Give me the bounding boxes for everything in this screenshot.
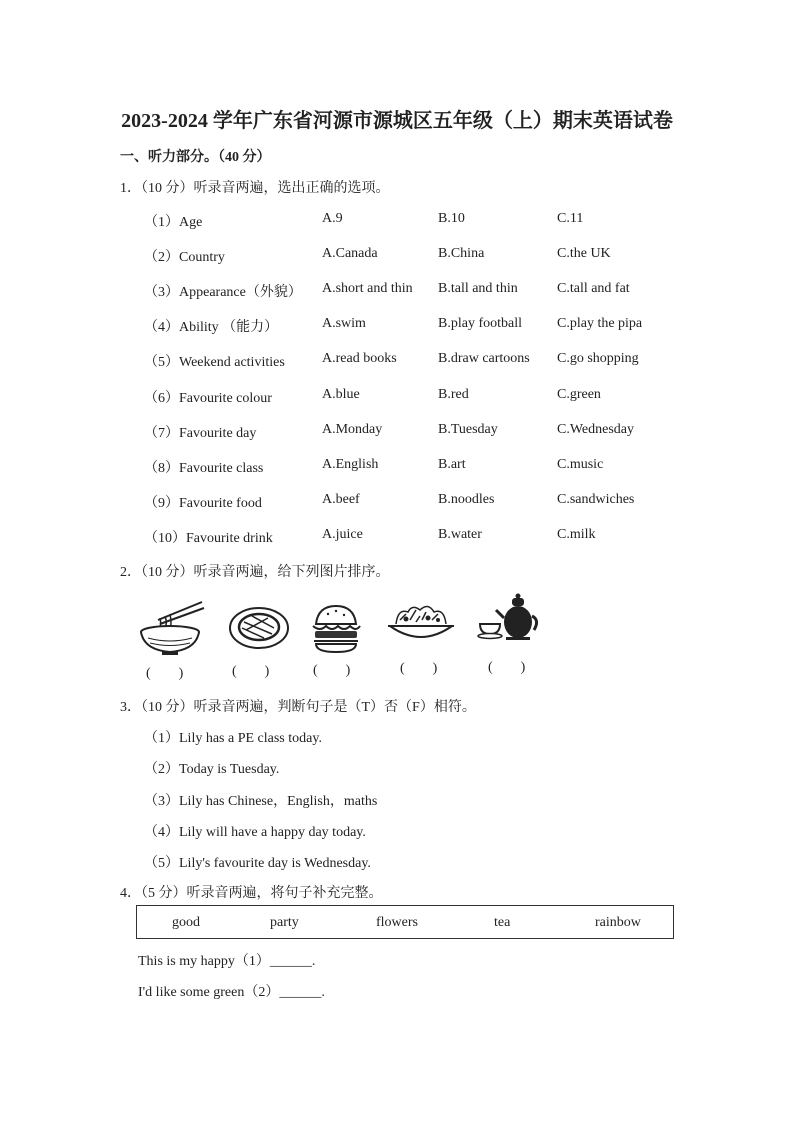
option-b: B.China: [438, 246, 485, 261]
option-c: C.play the pipa: [557, 316, 643, 331]
question-4-heading: 4．（5 分）听录音两遍，将句子补充完整。: [120, 886, 383, 901]
option-row-item: （2）Country: [144, 250, 225, 265]
answer-blank[interactable]: ( ): [146, 666, 184, 681]
question-1-heading: 1．（10 分）听录音两遍，选出正确的选项。: [120, 181, 390, 196]
word-bank-word: flowers: [376, 915, 418, 930]
page-title: 2023-2024 学年广东省河源市源城区五年级（上）期末英语试卷: [121, 110, 673, 132]
answer-blank[interactable]: ( ): [488, 660, 526, 675]
option-a: A.juice: [322, 527, 363, 542]
option-a: A.Canada: [322, 246, 378, 261]
option-b: B.10: [438, 211, 465, 226]
option-a: A.read books: [322, 351, 397, 366]
fill-in-sentence: This is my happy（1）______.: [138, 954, 316, 969]
option-b: B.art: [438, 457, 466, 472]
steak-plate-icon: [228, 604, 290, 650]
option-a: A.short and thin: [322, 281, 413, 296]
option-c: C.milk: [557, 527, 596, 542]
section-heading-listening: 一、听力部分。（40 分）: [120, 150, 271, 165]
word-bank-word: tea: [494, 915, 511, 930]
statement-item: （3）Lily has Chinese，English，maths: [144, 794, 378, 809]
word-bank-word: rainbow: [595, 915, 641, 930]
teapot-cup-icon: [476, 592, 540, 642]
option-c: C.tall and fat: [557, 281, 630, 296]
option-row-item: （4）Ability （能力）: [144, 320, 279, 335]
answer-blank[interactable]: ( ): [232, 664, 270, 679]
answer-blank[interactable]: ( ): [400, 661, 438, 676]
option-row-item: （1）Age: [144, 215, 203, 230]
option-row-item: （6）Favourite colour: [144, 391, 272, 406]
option-b: B.water: [438, 527, 482, 542]
option-c: C.11: [557, 211, 584, 226]
option-a: A.9: [322, 211, 343, 226]
option-row-item: （3）Appearance（外貌）: [144, 285, 302, 300]
option-b: B.Tuesday: [438, 422, 498, 437]
statement-item: （2）Today is Tuesday.: [144, 762, 280, 777]
statement-item: （4）Lily will have a happy day today.: [144, 825, 366, 840]
question-3-heading: 3．（10 分）听录音两遍，判断句子是（T）否（F）相符。: [120, 700, 476, 715]
option-b: B.noodles: [438, 492, 495, 507]
salad-plate-icon: [386, 600, 456, 646]
statement-item: （5）Lily's favourite day is Wednesday.: [144, 856, 371, 871]
statement-item: （1）Lily has a PE class today.: [144, 731, 322, 746]
word-bank-box: [136, 905, 674, 939]
noodles-bowl-icon: [138, 598, 206, 656]
option-b: B.draw cartoons: [438, 351, 530, 366]
option-a: A.beef: [322, 492, 360, 507]
option-a: A.English: [322, 457, 379, 472]
question-2-heading: 2．（10 分）听录音两遍，给下列图片排序。: [120, 565, 390, 580]
option-a: A.Monday: [322, 422, 383, 437]
option-c: C.music: [557, 457, 604, 472]
option-c: C.Wednesday: [557, 422, 635, 437]
option-row-item: （7）Favourite day: [144, 426, 257, 441]
word-bank-word: good: [172, 915, 200, 930]
option-row-item: （9）Favourite food: [144, 496, 262, 511]
hamburger-icon: [310, 604, 362, 654]
option-a: A.blue: [322, 387, 360, 402]
answer-blank[interactable]: ( ): [313, 663, 351, 678]
option-row-item: （10）Favourite drink: [144, 531, 273, 546]
option-a: A.swim: [322, 316, 366, 331]
option-c: C.go shopping: [557, 351, 639, 366]
option-row-item: （5）Weekend activities: [144, 355, 285, 370]
word-bank-word: party: [270, 915, 299, 930]
option-c: C.green: [557, 387, 601, 402]
option-b: B.play football: [438, 316, 522, 331]
option-c: C.the UK: [557, 246, 611, 261]
option-row-item: （8）Favourite class: [144, 461, 264, 476]
option-b: B.tall and thin: [438, 281, 518, 296]
fill-in-sentence: I'd like some green（2）______.: [138, 985, 325, 1000]
option-b: B.red: [438, 387, 469, 402]
option-c: C.sandwiches: [557, 492, 635, 507]
